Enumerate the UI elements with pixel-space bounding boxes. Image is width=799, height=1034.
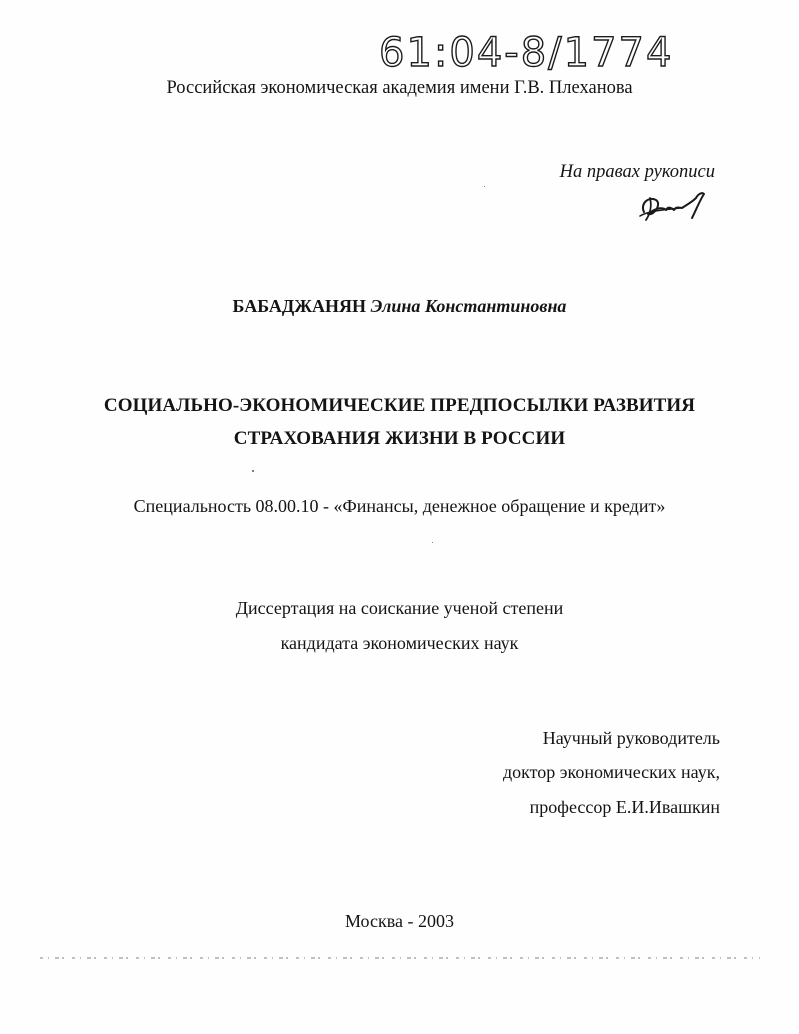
scan-speck — [484, 186, 485, 187]
thesis-title-line-2: СТРАХОВАНИЯ ЖИЗНИ В РОССИИ — [233, 428, 566, 449]
institution-name: Российская экономическая академия имени Г.В. Плеханова — [166, 78, 633, 98]
degree-line-1: Диссертация на соискание ученой степени — [235, 598, 564, 618]
handwritten-archive-number — [375, 18, 705, 76]
specialty-line: Специальность 08.00.10 - «Финансы, денежное обращение и кредит» — [133, 496, 666, 516]
manuscript-rights-note: На правах рукописи — [559, 162, 715, 182]
scan-bleed-line — [40, 956, 760, 960]
archive-number-text: 61:04-8/1774 — [379, 30, 674, 76]
supervisor-name: профессор Е.И.Ивашкин — [529, 797, 720, 817]
degree-line-2: кандидата экономических наук — [280, 633, 519, 653]
city-year: Москва - 2003 — [345, 911, 454, 931]
scan-speck — [252, 470, 254, 472]
author-surname: БАБАДЖАНЯН — [232, 296, 367, 316]
signature-icon — [636, 186, 716, 226]
author-name — [0, 296, 799, 317]
supervisor-role: Научный руководитель — [542, 728, 720, 748]
scan-speck — [432, 542, 433, 543]
thesis-title-line-1: СОЦИАЛЬНО-ЭКОНОМИЧЕСКИЕ ПРЕДПОСЫЛКИ РАЗВИТИЯ — [103, 395, 696, 416]
author-given-names: Элина Константиновна — [370, 296, 567, 316]
supervisor-degree: доктор экономических наук, — [503, 762, 720, 782]
